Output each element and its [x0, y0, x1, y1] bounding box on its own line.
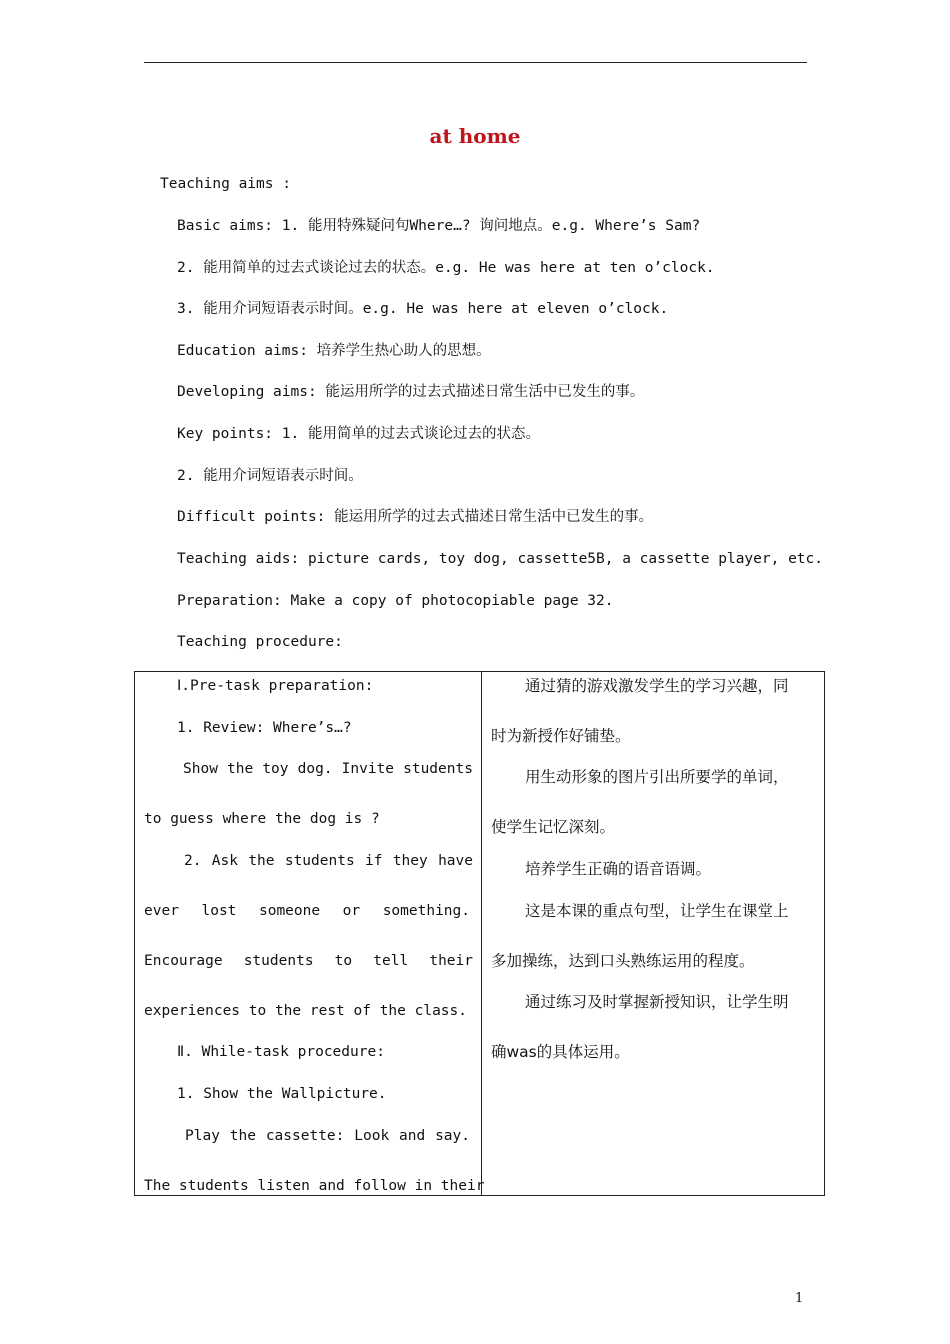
table-right-line: 多加操练，达到口头熟练运用的程度。: [491, 952, 755, 970]
table-left-line: 1. Review: Where’s…?: [177, 720, 352, 736]
table-left-line: Ⅱ. While-task procedure:: [177, 1044, 385, 1060]
table-column-divider: [481, 671, 482, 1196]
table-right-line: 确was的具体运用。: [491, 1043, 630, 1061]
page-number: 1: [795, 1291, 804, 1306]
key-points-line: Key points: 1. 能用简单的过去式谈论过去的状态。: [177, 426, 540, 442]
education-aims-line: Education aims: 培养学生热心助人的思想。: [177, 343, 491, 359]
table-left-line: 1. Show the Wallpicture.: [177, 1086, 387, 1102]
preparation-line: Preparation: Make a copy of photocopiable page 32.: [177, 593, 614, 609]
table-left-line: The students listen and follow in their: [144, 1178, 485, 1194]
developing-aims-line: Developing aims: 能运用所学的过去式描述日常生活中已发生的事。: [177, 384, 645, 400]
difficult-points-line: Difficult points: 能运用所学的过去式描述日常生活中已发生的事。: [177, 509, 654, 525]
procedure-table: [134, 671, 825, 1196]
basic-aims-line: Basic aims: 1. 能用特殊疑问句Where…? 询问地点。e.g. Where’s Sam?: [177, 218, 701, 234]
teaching-procedure-line: Teaching procedure:: [177, 634, 343, 650]
teaching-aims-heading: Teaching aims :: [160, 176, 291, 192]
document-title: at home: [429, 124, 521, 148]
table-right-line: 时为新授作好铺垫。: [491, 727, 631, 745]
header-rule: [144, 62, 807, 63]
table-word: Invite: [341, 761, 395, 777]
table-left-line: to guess where the dog is ?: [144, 811, 380, 827]
table-right-line: 使学生记忆深刻。: [491, 818, 616, 836]
table-right-line: 这是本课的重点句型，让学生在课堂上: [525, 902, 789, 920]
table-right-line: 培养学生正确的语音语调。: [525, 860, 712, 878]
table-word: dog.: [297, 761, 333, 777]
table-left-line: 2. Ask the students if they have: [184, 853, 473, 869]
aim-2-line: 2. 能用简单的过去式谈论过去的状态。e.g. He was here at ten o’clock.: [177, 260, 715, 276]
table-right-line: 用生动形象的图片引出所要学的单词，: [525, 768, 789, 786]
table-right-line: 通过猜的游戏激发学生的学习兴趣，同: [525, 677, 789, 695]
key-point-2-line: 2. 能用介词短语表示时间。: [177, 468, 363, 484]
table-word: the: [227, 761, 254, 777]
table-left-line: Encourage students to tell their: [144, 953, 473, 969]
aim-3-line: 3. 能用介词短语表示时间。e.g. He was here at eleven o’clock.: [177, 301, 669, 317]
table-word: Show: [183, 761, 218, 777]
table-right-line: 通过练习及时掌握新授知识，让学生明: [525, 993, 789, 1011]
table-left-line: [183, 759, 473, 779]
table-left-line: Ⅰ.Pre-task preparation:: [177, 678, 374, 694]
table-left-line: Play the cassette: Look and say.: [185, 1128, 470, 1144]
table-word: toy: [262, 761, 289, 777]
table-word: students: [403, 761, 473, 777]
teaching-aids-line: Teaching aids: picture cards, toy dog, cassette5B, a cassette player, etc.: [177, 551, 824, 567]
table-left-line: ever lost someone or something.: [144, 903, 470, 919]
table-left-line: experiences to the rest of the class.: [144, 1003, 468, 1019]
